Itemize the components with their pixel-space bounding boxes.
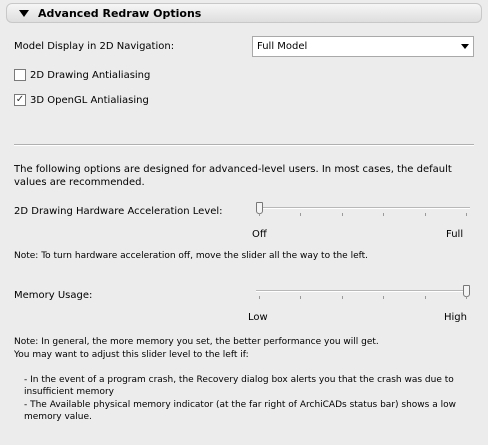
slider-tick [425, 296, 426, 299]
memory-note-line2: You may want to adjust this slider level to the left if: [14, 350, 249, 360]
section-header[interactable] [6, 3, 482, 23]
divider [14, 144, 474, 146]
slider-track [256, 207, 470, 209]
slider-track [256, 290, 470, 292]
memory-note-bullet2: - The Available physical memory indicator (at the far right of ArchiCADs status bar) shows a low memory value. [24, 400, 456, 422]
model-display-value: Full Model [257, 41, 308, 52]
hw-accel-max-label: Full [446, 229, 464, 240]
slider-tick [300, 296, 301, 299]
checkbox-label: 3D OpenGL Antialiasing [30, 94, 149, 106]
checkbox-2d-antialiasing[interactable] [14, 69, 150, 81]
model-display-label: Model Display in 2D Navigation: [14, 41, 175, 52]
chevron-down-icon [461, 44, 469, 49]
memory-note-bullet1: - In the event of a program crash, the Recovery dialog box alerts you that the crash was due to insufficient memory [24, 375, 454, 397]
slider-tick [466, 213, 467, 216]
checkbox-box[interactable] [14, 69, 26, 81]
memory-note-line1: Note: In general, the more memory you set, the better performance you will get. [14, 337, 379, 347]
slider-tick [383, 296, 384, 299]
checkbox-label: 2D Drawing Antialiasing [30, 69, 151, 81]
hw-accel-note: Note: To turn hardware acceleration off, move the slider all the way to the left. [14, 251, 369, 261]
model-display-select[interactable] [252, 36, 474, 57]
section-title: Advanced Redraw Options [38, 6, 202, 20]
memory-usage-slider[interactable] [256, 285, 470, 301]
slider-tick [466, 296, 467, 299]
slider-tick [342, 296, 343, 299]
memory-max-label: High [444, 312, 467, 323]
slider-tick [425, 213, 426, 216]
hw-accel-label: 2D Drawing Hardware Acceleration Level: [14, 206, 223, 217]
memory-min-label: Low [248, 312, 268, 323]
slider-tick [383, 213, 384, 216]
memory-usage-label: Memory Usage: [14, 290, 93, 301]
hw-accel-min-label: Off [252, 229, 267, 240]
checkbox-3d-opengl-antialiasing[interactable] [14, 94, 149, 106]
hw-accel-slider[interactable] [256, 202, 470, 218]
slider-tick [300, 213, 301, 216]
slider-tick [342, 213, 343, 216]
slider-tick [259, 296, 260, 299]
disclosure-triangle-icon[interactable] [19, 10, 29, 17]
checkbox-box[interactable]: ✓ [15, 94, 25, 105]
advanced-users-note: The following options are designed for advanced-level users. In most cases, the default values are recommended. [14, 164, 452, 188]
slider-tick [259, 213, 260, 216]
